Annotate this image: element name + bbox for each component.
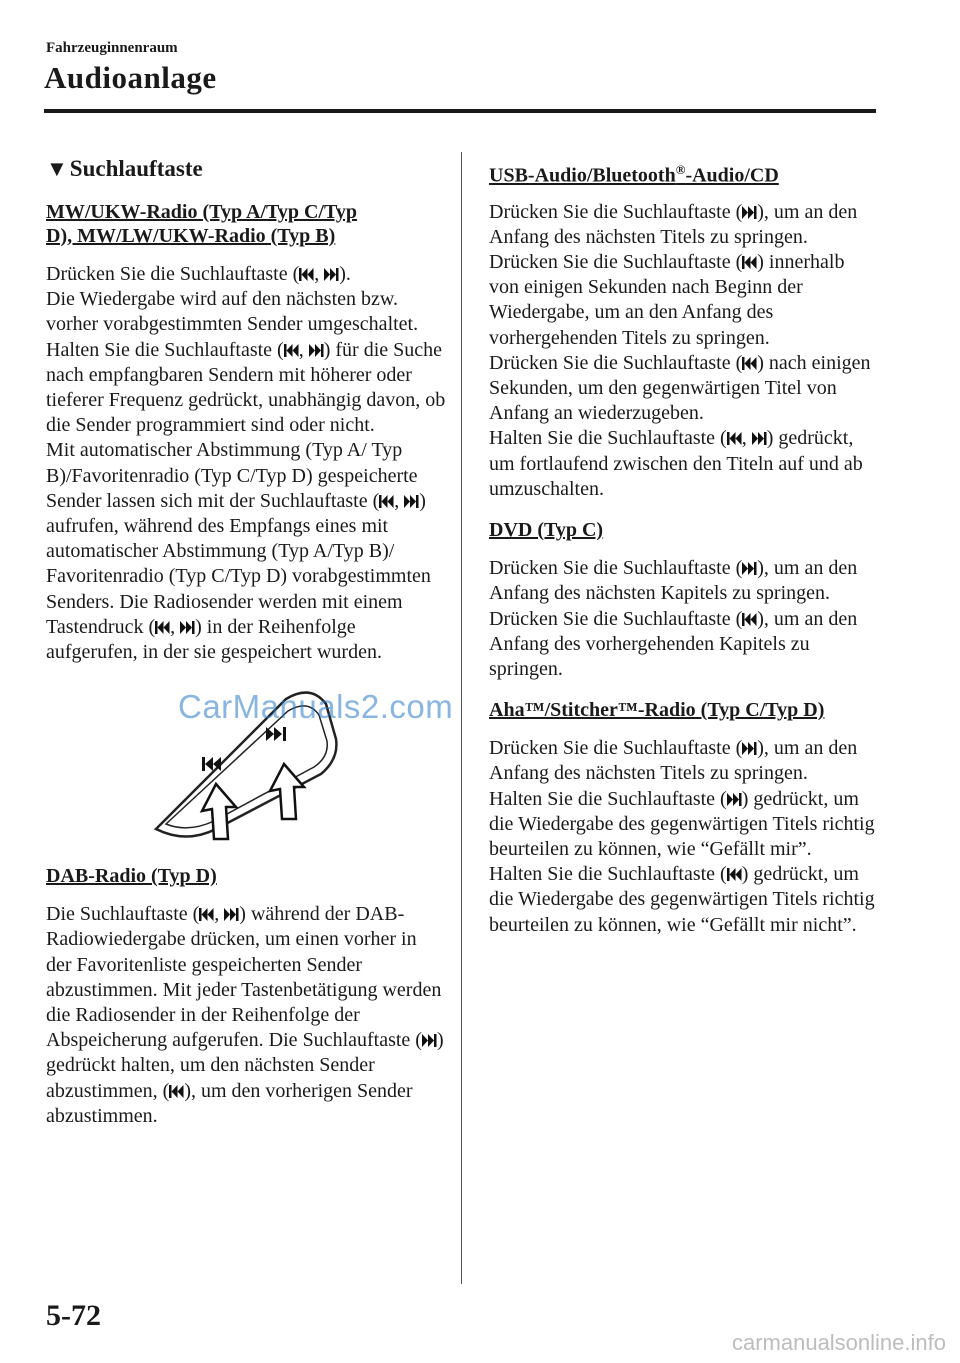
seek-forward-icon <box>742 562 757 575</box>
subheading-line-1: MW/UKW-Radio (Typ A/Typ C/Typ <box>46 201 357 223</box>
text: ) aufrufen, während des Empfangs eines mit automatischer Abstimmung (Typ A/Typ B)/ Favoritenradio (Typ C/Typ D) vorabgestimmten Senders. Die Radiosender werden mit einem Tastendruck ( <box>46 489 431 638</box>
paragraph <box>489 736 879 938</box>
subheading-line-2: D), MW/LW/UKW-Radio (Typ B) <box>46 225 336 247</box>
page-title: Audioanlage <box>44 60 217 95</box>
seek-forward-icon <box>727 793 742 806</box>
text: ), um an den Anfang des nächsten Titels zu springen. <box>489 737 858 785</box>
text: Halten Sie die Suchlauftaste ( <box>489 787 727 810</box>
text: Halten Sie die Suchlauftaste ( <box>489 427 727 450</box>
text: ) gedrückt halten, um den nächsten Sender abzustimmen, ( <box>46 1029 444 1102</box>
seek-forward-icon <box>404 495 419 508</box>
text: Drücken Sie die Suchlauftaste ( <box>46 263 300 285</box>
text: , <box>314 263 320 285</box>
text: ) gedrückt, um die Wiedergabe des gegenwärtigen Titels richtig beurteilen zu können, wie “Gefällt mir nicht”. <box>489 863 875 936</box>
text: ) gedrückt, um fortlaufend zwischen den Titeln auf und ab umzuschalten. <box>489 427 863 500</box>
triangle-down-icon: ▼ <box>46 156 68 181</box>
text: , <box>170 615 176 638</box>
subheading-dab-radio: DAB-Radio (Typ D) <box>46 865 217 888</box>
paragraph <box>46 902 446 1129</box>
text: Die Suchlauftaste ( <box>46 903 200 926</box>
footer-site: carmanualsonline.info <box>731 1330 946 1355</box>
text: , <box>298 338 304 361</box>
seek-forward-icon <box>180 621 195 634</box>
seek-back-icon <box>299 268 314 281</box>
text: Drücken Sie die Suchlauftaste ( <box>489 251 743 274</box>
section-label: Fahrzeuginnenraum <box>46 40 178 56</box>
seek-forward-icon <box>752 432 767 445</box>
subheading-am-fm-radio <box>46 200 446 248</box>
section-heading <box>46 156 446 182</box>
text: Drücken Sie die Suchlauftaste ( <box>489 557 743 580</box>
text: Halten Sie die Suchlauftaste ( <box>489 863 727 886</box>
text: ) gedrückt, um die Wiedergabe des gegenwärtigen Titels richtig beurteilen zu können, wie “Gefällt mir”. <box>489 787 875 860</box>
text: Drücken Sie die Suchlauftaste ( <box>489 607 743 630</box>
text: USB-Audio/Bluetooth <box>489 164 676 187</box>
watermark: CarManuals2.com <box>178 688 454 725</box>
column-divider <box>461 152 462 1284</box>
heading-text: Suchlauftaste <box>69 156 203 181</box>
subheading-dvd: DVD (Typ C) <box>489 519 604 542</box>
text: ) innerhalb von einigen Sekunden nach Beginn der Wiedergabe, um an den Anfang des vorhergehenden Titels zu springen. <box>489 251 845 349</box>
seek-back-icon <box>727 868 742 881</box>
registered-mark: ® <box>675 162 686 177</box>
text: ), um an den Anfang des nächsten Titels zu springen. <box>489 200 858 248</box>
seek-forward-icon <box>422 1034 437 1047</box>
text: ), um an den Anfang des vorhergehenden Kapitels zu springen. <box>489 607 858 680</box>
seek-forward-icon <box>742 206 757 219</box>
text: ). <box>339 263 351 285</box>
seek-back-icon <box>742 256 757 269</box>
paragraph <box>46 262 446 665</box>
seek-back-icon <box>742 613 757 626</box>
text: ), um den vorherigen Sender abzustimmen. <box>46 1079 413 1127</box>
seek-back-icon <box>284 344 299 357</box>
seek-back-icon <box>199 908 214 921</box>
text: -Audio/CD <box>685 164 779 187</box>
text: , <box>394 489 400 512</box>
text: Drücken Sie die Suchlauftaste ( <box>489 351 743 374</box>
text: Drücken Sie die Suchlauftaste ( <box>489 737 743 760</box>
seek-forward-icon <box>742 742 757 755</box>
header-rule <box>44 109 876 113</box>
seek-back-icon <box>155 621 170 634</box>
paragraph <box>489 200 879 502</box>
seek-back-icon <box>169 1085 184 1098</box>
seek-back-icon <box>379 495 394 508</box>
text: Die Wiedergabe wird auf den nächsten bzw. vorher vorabgestimmten Sender umgeschaltet. <box>46 288 419 336</box>
text: Drücken Sie die Suchlauftaste ( <box>489 200 743 223</box>
seek-back-icon <box>727 432 742 445</box>
seek-forward-icon <box>309 344 324 357</box>
seek-forward-icon <box>324 268 339 281</box>
seek-forward-icon <box>224 908 239 921</box>
left-column <box>46 156 446 1142</box>
text: Mit automatischer Abstimmung (Typ A/ Typ B)/Favoritenradio (Typ C/Typ D) gespeicherte Sender lassen sich mit der Suchlauftaste ( <box>46 439 418 512</box>
text: , <box>214 903 220 926</box>
text: , <box>741 427 747 450</box>
text: ), um an den Anfang des nächsten Kapitels zu springen. <box>489 557 858 605</box>
subheading-aha-stitcher: Aha™/Stitcher™-Radio (Typ C/Typ D) <box>489 699 825 722</box>
text: ) während der DAB-Radiowiedergabe drücken, um einen vorher in der Favoritenliste gespeicherten Sender abzustimmen. Mit jeder Tastenbetätigung werden die Radiosender in der Reihenfolge der Abspeicherung aufgerufen. Die Suchlauftaste ( <box>46 903 442 1052</box>
text: Halten Sie die Suchlauftaste ( <box>46 338 284 361</box>
subheading-usb-bt-cd <box>489 158 879 188</box>
page-number: 5-72 <box>46 1299 101 1332</box>
seek-back-icon <box>742 357 757 370</box>
paragraph <box>489 556 879 682</box>
text: ) nach einigen Sekunden, um den gegenwärtigen Titel von Anfang an wiederzugeben. <box>489 351 871 425</box>
text: ) in der Reihenfolge aufgerufen, in der sie gespeichert wurden. <box>46 615 382 664</box>
text: ) für die Suche nach empfangbaren Sendern mit höherer oder tieferer Frequenz gedrückt, unabhängig davon, ob die Sender programmiert sind oder nicht. <box>46 338 446 437</box>
right-column <box>489 156 879 951</box>
